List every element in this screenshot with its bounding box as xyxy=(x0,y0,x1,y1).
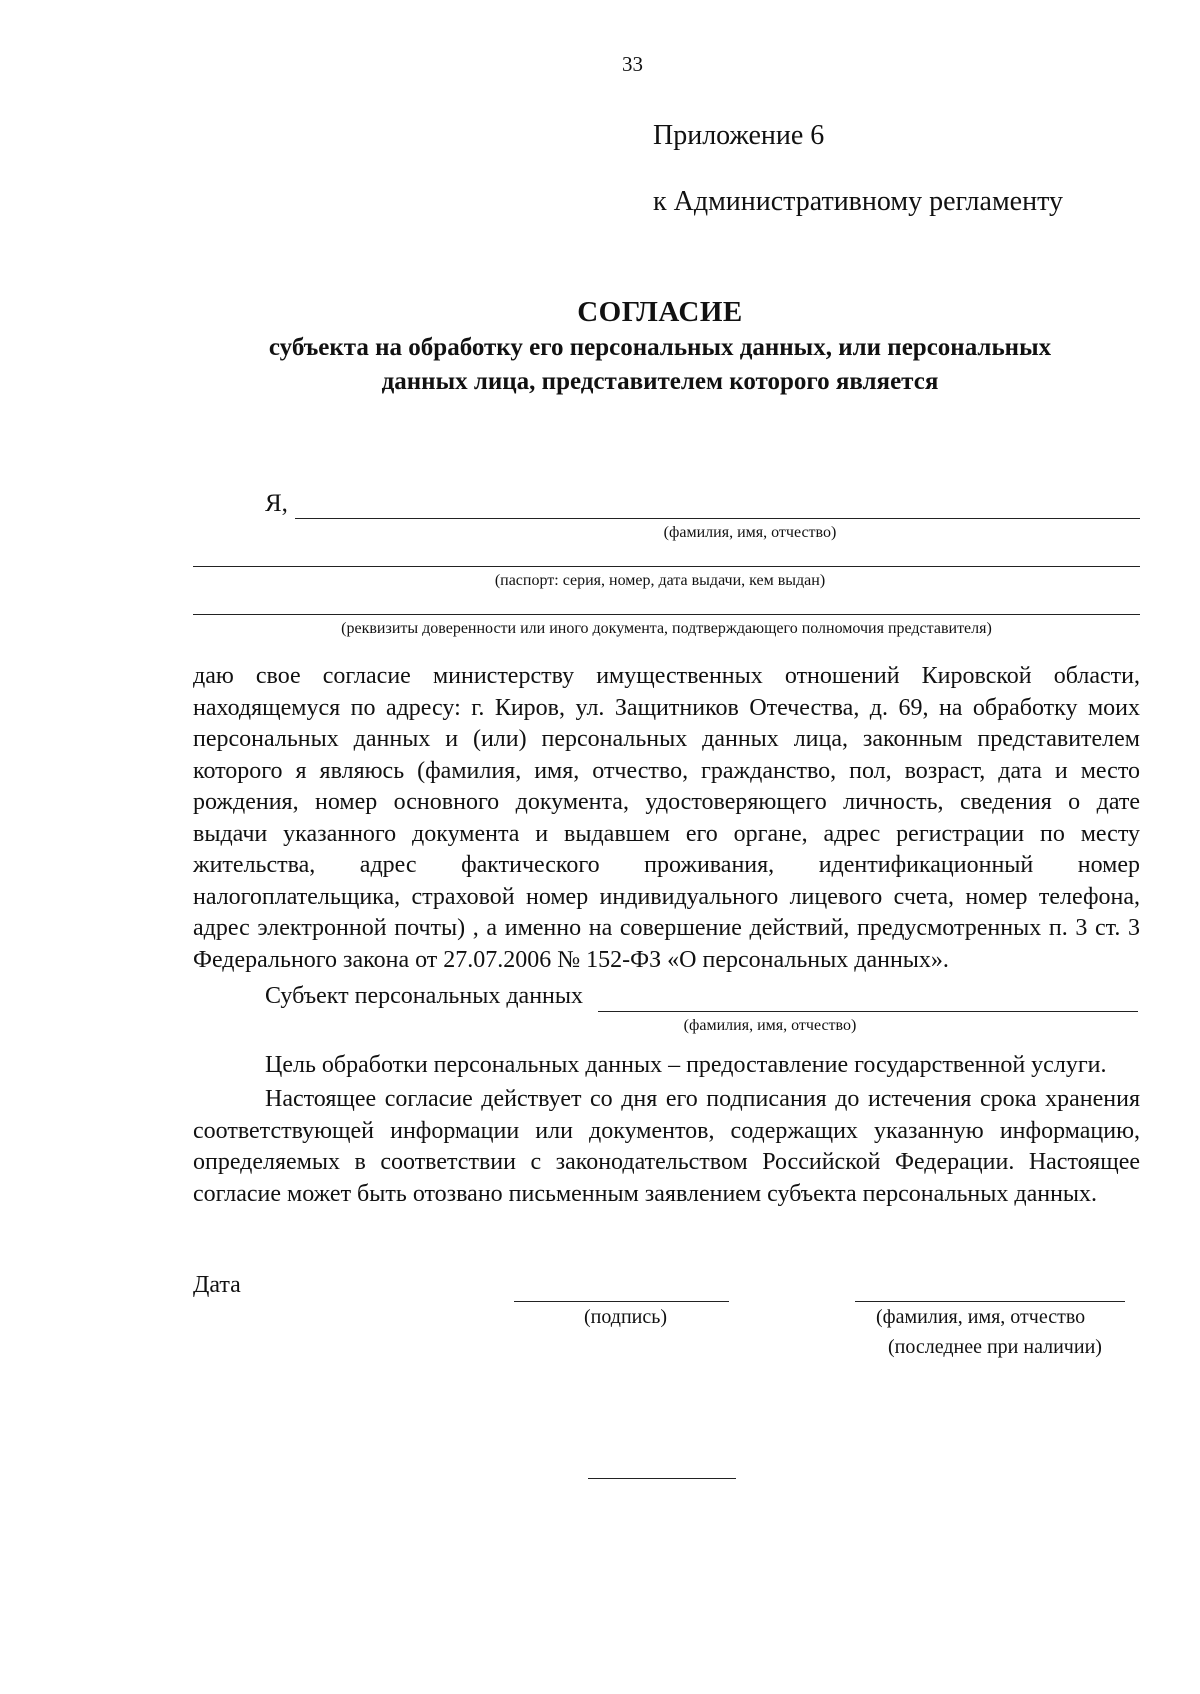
consent-line: даю свое согласие министерству имущественных отношений Кировской области, xyxy=(193,663,1140,689)
signer-name-caption-line2: (последнее при наличии) xyxy=(888,1336,1102,1358)
validity-line: соответствующей информации или документов, содержащих указанную информацию, xyxy=(193,1117,1140,1144)
consent-line: находящемуся по адресу: г. Киров, ул. Защитников Отечества, д. 69, на обработку моих xyxy=(193,694,1140,721)
validity-paragraph xyxy=(193,1084,1140,1210)
signature-line[interactable] xyxy=(514,1301,729,1302)
signature-caption: (подпись) xyxy=(584,1306,668,1328)
validity-line: определяемых в соответствии с законодательством Российской Федерации. Настоящее xyxy=(193,1149,1140,1175)
annex-number: Приложение 6 xyxy=(653,120,825,151)
closing-separator xyxy=(588,1478,736,1479)
signer-name-line[interactable] xyxy=(855,1301,1125,1302)
date-label: Дата xyxy=(193,1272,241,1298)
purpose-text: Цель обработки персональных данных – предоставление государственной услуги. xyxy=(265,1052,1107,1078)
consent-line: персональных данных и (или) персональных данных лица, законным представителем xyxy=(193,726,1140,752)
consent-line: налогоплательщика, страховой номер индивидуального лицевого счета, номер телефона, xyxy=(193,883,1140,910)
applicant-label: Я, xyxy=(265,490,288,517)
applicant-name-line[interactable] xyxy=(295,518,1140,519)
subject-name-caption: (фамилия, имя, отчество) xyxy=(683,1017,857,1034)
proxy-document-caption: (реквизиты доверенности или иного документа, подтверждающего полномочия представителя) xyxy=(341,620,992,637)
document-subtitle-line2: данных лица, представителем которого является xyxy=(381,368,939,395)
page-number: 33 xyxy=(622,52,643,76)
proxy-document-line[interactable] xyxy=(193,614,1140,615)
subject-label: Субъект персональных данных xyxy=(265,983,584,1009)
document-subtitle-line1: субъекта на обработку его персональных данных, или персональных xyxy=(268,334,1052,361)
consent-paragraph xyxy=(193,661,1140,976)
signer-name-caption-line1: (фамилия, имя, отчество xyxy=(876,1306,1086,1328)
consent-line: Федерального закона от 27.07.2006 № 152-ФЗ «О персональных данных». xyxy=(193,946,949,973)
validity-line: Настоящее согласие действует со дня его подписания до истечения срока хранения xyxy=(265,1086,1140,1112)
passport-line[interactable] xyxy=(193,566,1140,567)
passport-caption: (паспорт: серия, номер, дата выдачи, кем выдан) xyxy=(494,572,826,589)
validity-line: согласие может быть отозвано письменным заявлением субъекта персональных данных. xyxy=(193,1180,1098,1207)
document-title: СОГЛАСИЕ xyxy=(577,296,743,328)
applicant-name-caption: (фамилия, имя, отчество) xyxy=(663,524,837,541)
annex-reference: к Административному регламенту xyxy=(653,186,1063,217)
consent-line: выдачи указанного документа и выдавшем его органе, адрес регистрации по месту xyxy=(193,820,1140,847)
consent-line: жительства, адрес фактического проживания, идентификационный номер xyxy=(193,852,1140,878)
subject-name-line[interactable] xyxy=(598,1011,1138,1012)
consent-line: рождения, номер основного документа, удостоверяющего личность, сведения о дате xyxy=(193,789,1140,815)
consent-line: которого я являюсь (фамилия, имя, отчество, гражданство, пол, возраст, дата и место xyxy=(193,757,1140,784)
consent-line: адрес электронной почты) , а именно на совершение действий, предусмотренных п. 3 ст. 3 xyxy=(193,915,1140,941)
